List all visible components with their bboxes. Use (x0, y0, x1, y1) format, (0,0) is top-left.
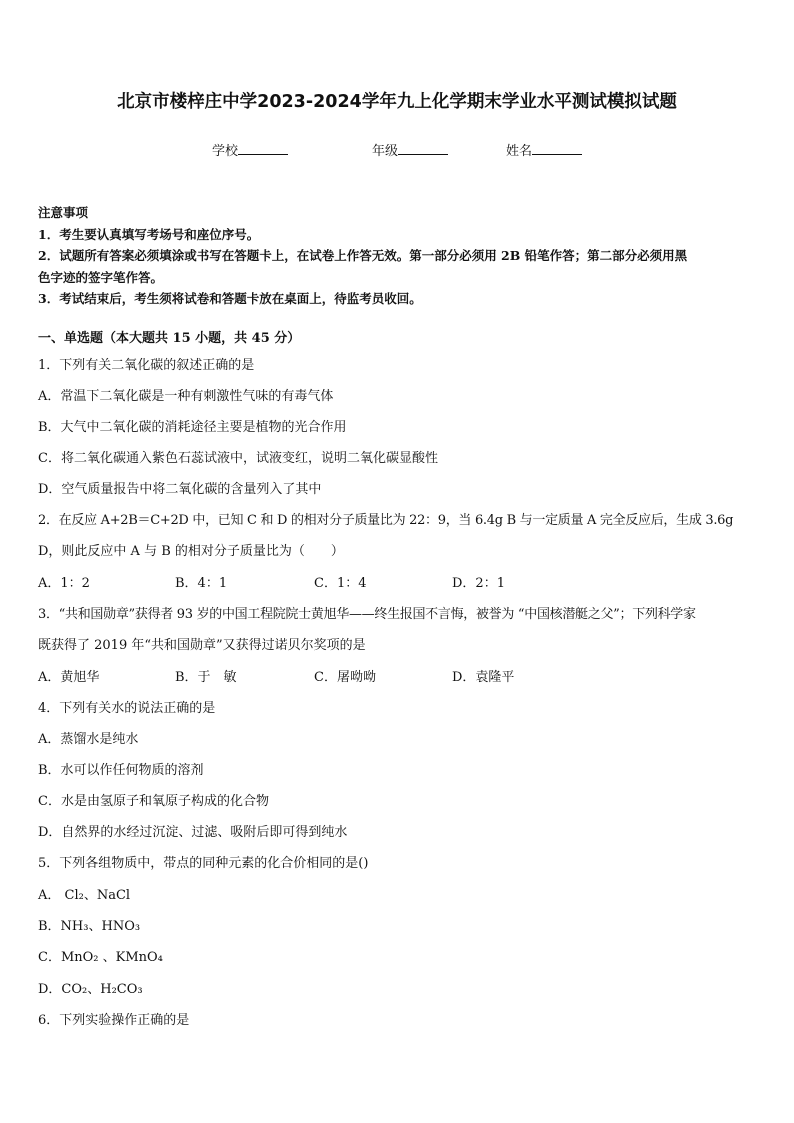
question-option: D．CO₂、H₂CO₃ (38, 982, 143, 997)
question-option: C．MnO₂ 、KMnO₄ (38, 950, 163, 965)
question-option: B．NH₃、HNO₃ (38, 919, 141, 934)
question-stem: 4．下列有关水的说法正确的是 (38, 701, 216, 716)
question-option: D．空气质量报告中将二氧化碳的含量列入了其中 (38, 482, 322, 497)
notice-block (38, 202, 760, 310)
grade-blank (398, 141, 448, 155)
notice-item: 2．试题所有答案必须填涂或书写在答题卡上，在试卷上作答无效。第一部分必须用 2B 铅笔作答；第二部分必须用黑 (38, 248, 688, 263)
question-option: C．水是由氢原子和氧原子构成的化合物 (38, 794, 269, 809)
options-row (38, 572, 760, 592)
question-stem: 1．下列有关二氧化碳的叙述正确的是 (38, 358, 255, 373)
name-label: 姓名 (506, 144, 533, 159)
grade-field (372, 140, 448, 159)
question-option: A．蒸馏水是纯水 (38, 732, 139, 747)
question-option: D．袁隆平 (452, 670, 515, 685)
school-blank (238, 141, 288, 155)
question-option: C．1：4 (314, 576, 367, 591)
question-option: A．黄旭华 (38, 670, 100, 685)
question-option: C．将二氧化碳通入紫色石蕊试液中，试液变红，说明二氧化碳显酸性 (38, 451, 438, 466)
question-option: C．屠呦呦 (314, 670, 376, 685)
question-option: B．大气中二氧化碳的消耗途径主要是植物的光合作用 (38, 420, 347, 435)
question-stem: 3．“共和国勋章”获得者 93 岁的中国工程院院士黄旭华——终生报国不言悔，被誉为 “中国核潜艇之父”；下列科学家 (38, 607, 696, 622)
notice-item: 3．考试结束后，考生须将试卷和答题卡放在桌面上，待监考员收回。 (38, 291, 422, 306)
question-stem: 5．下列各组物质中，带点的同种元素的化合价相同的是() (38, 856, 369, 871)
question-option: B．4：1 (175, 576, 228, 591)
grade-label: 年级 (372, 144, 399, 159)
question-option: B．水可以作任何物质的溶剂 (38, 763, 204, 778)
section-heading: 一、单选题（本大题共 15 小题，共 45 分） (38, 331, 301, 346)
question-stem: 6．下列实验操作正确的是 (38, 1013, 190, 1028)
notice-item: 1．考生要认真填写考场号和座位序号。 (38, 226, 260, 242)
question-option: B．于 敏 (175, 670, 237, 685)
school-field (212, 140, 288, 159)
school-label: 学校 (212, 144, 239, 159)
question-option: A．1：2 (38, 576, 90, 591)
question-option: A． Cl₂、NaCl (38, 888, 131, 903)
options-row (38, 666, 760, 686)
question-option: D．自然界的水经过沉淀、过滤、吸附后即可得到纯水 (38, 825, 348, 840)
name-blank (532, 141, 582, 155)
exam-title: 北京市楼梓庄中学2023-2024学年九上化学期末学业水平测试模拟试题 (117, 92, 677, 112)
question-option: D．2：1 (452, 576, 505, 591)
question-stem: 2．在反应 A+2B＝C+2D 中，已知 C 和 D 的相对分子质量比为 22：9，当 6.4g B 与一定质量 A 完全反应后，生成 3.6g (38, 513, 734, 528)
question-option: A．常温下二氧化碳是一种有刺激性气味的有毒气体 (38, 389, 334, 404)
student-info-row (0, 140, 794, 160)
notice-heading: 注意事项 (38, 205, 89, 220)
question-stem-continued: 既获得了 2019 年“共和国勋章”又获得过诺贝尔奖项的是 (38, 638, 366, 653)
question-stem-continued: D，则此反应中 A 与 B 的相对分子质量比为（ ） (38, 544, 344, 559)
name-field (506, 140, 582, 159)
notice-item: 色字迹的签字笔作答。 (38, 269, 164, 285)
